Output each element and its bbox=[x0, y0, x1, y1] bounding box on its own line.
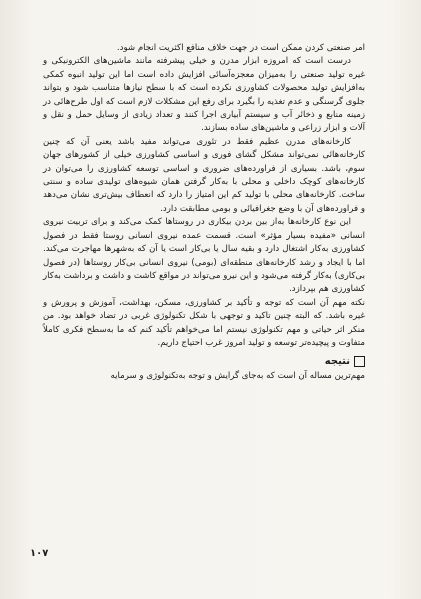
paragraph-5: نکته مهم آن است که توجه و تأکید بر کشاورزی، مسکن، بهداشت، آموزش و پرورش و غیره باشد. که البته چنین تاکید و توجهی با شکل تکنولوژی غربی در تضاد خواهد بود. من منکر اثر حیاتی و مهم تکنولوژی نیستم اما می‌خواهم تأکید کنم که ما به‌سطح فکری کاملاً متفاوت و پیچیده‌تر توسعه و تولید امروز غرب احتیاج داریم. bbox=[43, 297, 365, 348]
body-text bbox=[43, 42, 365, 384]
section-heading-row bbox=[43, 352, 365, 370]
section-heading: نتیجه bbox=[324, 355, 350, 367]
page-number: ۱۰۷ bbox=[30, 548, 49, 559]
section-first-line: مهم‌ترین مساله آن است که به‌جای گرایش و توجه به‌تکنولوژی و سرمایه bbox=[110, 371, 365, 382]
square-bullet-icon bbox=[354, 356, 365, 367]
paragraph-3: کارخانه‌های مدرن عظیم فقط در تئوری می‌تواند مفید باشد یعنی آن که چنین کارخانه‌هائی نمی‌تواند مشکل گشای فوری و اساسی کشاورزی خیلی از کشورهای جهان سوم، باشد. بسیاری از فراورده‌های ضروری و اساسی توسعه کشاورزی را می‌توان در کارخانه‌های کوچک داخلی و محلی با به‌کار گرفتن همان شیوه‌های تولیدی ساده و سنتی ساخت. کارخانه‌های محلی با تولید کم این امتیاز را دارد که انعطاف بیش‌تری نشان می‌دهد و فراورده‌های آن با وضع جغرافیائی و بومی مطابقت دارد. bbox=[43, 136, 365, 214]
paragraph-1: امر صنعتی کردن ممکن است در جهت خلاف منافع اکثریت انجام شود. bbox=[116, 43, 365, 53]
paragraph-4: این نوع کارخانه‌ها به‌از بین بردن بیکاری در روستاها کمک می‌کند و برای تربیت نیروی انسانی «مفیده بسیار مؤثر» است. قسمت عمده نیروی انسانی روستا فقط در فصول کشاورزی به‌کار اشتغال دارد و بقیه سال یا بی‌کار است یا آن که به‌شهرها مهاجرت می‌کند. اما با ایجاد و رشد کارخانه‌های منطقه‌ای (بومی) نیروی انسانی بی‌کار روستاها (در فصول بی‌کاری) به‌کار گرفته می‌شود و این نیرو می‌تواند در مواقع کاشت و داشت و برداشت به‌کار کشاورزی هم بپردازد. bbox=[43, 217, 365, 295]
paragraph-2: درست است که امروزه ابزار مدرن و خیلی پیشرفته مانند ماشین‌های الکترونیکی و غیره تولید صنعتی را به‌میزان معجزه‌آسائی افزایش داده است اما این تولید انبوه کمکی به‌افزایش تولید محصولات کشاورزی نکرده است که با سطح نیازها متناسب شود و بتواند جلوی گرسنگی و عدم تغذیه را بگیرد برای رفع این مشکلات لازم است که اول طرح‌هائی در زمینه منابع و ذخائر آب و سیستم آبیاری اجرا کنند و تعداد زیادی از وسایل حمل و نقل و آلات و ابزار زراعی و ماشین‌های ساده بسازند. bbox=[43, 56, 365, 134]
